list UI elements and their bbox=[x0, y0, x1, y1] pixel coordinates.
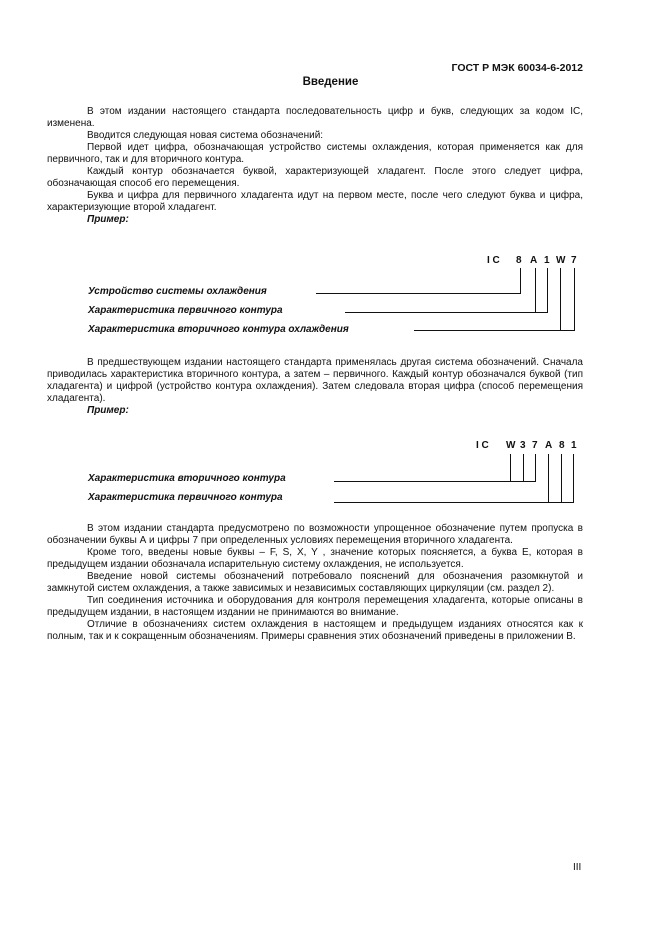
intro-paragraph-4: Каждый контур обозначается буквой, характеризующей хладагент. После этого следует цифра, обозначающая способ его перемещения. bbox=[47, 166, 583, 189]
leader-line-primary-circuit bbox=[334, 502, 574, 503]
label-primary-circuit: Характеристика первичного контура bbox=[88, 305, 283, 316]
previous-edition-paragraph: В предшествующем издании настоящего стандарта применялась другая система обозначений. Сначала приводилась характеристика вторичного контура, а затем – первичного. Каждый контур обозначался буквой (тип хладагента) и цифрой (устройство контура охлаждения). Затем следовала вторая цифра (способ перемещения хладагента). bbox=[47, 357, 583, 404]
page-number: III bbox=[573, 862, 582, 873]
leader-line-secondary-circuit bbox=[414, 330, 574, 331]
example-label-1: Пример: bbox=[87, 214, 129, 225]
code-digit-1: 1 bbox=[571, 440, 577, 451]
document-header: ГОСТ Р МЭК 60034-6-2012 bbox=[451, 62, 583, 74]
connector-letter-a bbox=[535, 268, 536, 313]
changes-paragraph-1: В этом издании стандарта предусмотрено по возможности упрощенное обозначение путем пропуска в обозначении буквы А и цифры 7 при определенных условиях перемещения вторичного хладагента. bbox=[47, 523, 583, 546]
code-digit-3: 3 bbox=[520, 440, 526, 451]
intro-text bbox=[47, 106, 583, 226]
code-digit-8: 8 bbox=[559, 440, 565, 451]
intro-paragraph-3: Первой идет цифра, обозначающая устройство системы охлаждения, которая применяется как для первичного, так и для вторичного контура. bbox=[47, 142, 583, 165]
code-digit-8: 8 bbox=[516, 255, 522, 266]
label-primary-circuit: Характеристика первичного контура bbox=[88, 492, 283, 503]
connector-digit-7 bbox=[574, 268, 575, 331]
intro-paragraph-1: В этом издании настоящего стандарта последовательность цифр и букв, следующих за кодом IC, изменена. bbox=[47, 106, 583, 129]
changes-paragraph-3: Введение новой системы обозначений потребовало пояснений для обозначения разомкнутой и замкнутой систем охлаждения, а также зависимых и независимых составляющих циркуляции (см. раздел 2). bbox=[47, 571, 583, 594]
previous-edition-text bbox=[47, 357, 583, 417]
connector-letter-a bbox=[548, 454, 549, 503]
connector-letter-w bbox=[510, 454, 511, 482]
code-letter-w: W bbox=[556, 255, 566, 266]
leader-line-primary-circuit bbox=[345, 312, 547, 313]
section-title: Введение bbox=[302, 76, 359, 88]
connector-digit-3 bbox=[523, 454, 524, 482]
code-digit-7: 7 bbox=[571, 255, 577, 266]
code-letter-a: A bbox=[530, 255, 538, 266]
changes-paragraph-5: Отличие в обозначениях систем охлаждения в настоящем и предыдущем изданиях относятся как к полным, так и к сокращенным обозначениям. Примеры сравнения этих обозначений приведены в приложении В. bbox=[47, 619, 583, 642]
intro-paragraph-5: Буква и цифра для первичного хладагента идут на первом месте, после чего следуют буква и цифра, характеризующие второй хладагент. bbox=[47, 190, 583, 213]
changes-paragraph-4: Тип соединения источника и оборудования для контроля перемещения хладагента, которые описаны в предыдущем издании, в настоящем издании не принимаются во внимание. bbox=[47, 595, 583, 618]
changes-text bbox=[47, 523, 583, 643]
connector-letter-w bbox=[560, 268, 561, 331]
code-ic: I C bbox=[487, 255, 500, 266]
leader-line-secondary-circuit bbox=[334, 481, 536, 482]
example-label-2: Пример: bbox=[87, 405, 129, 416]
connector-digit-1 bbox=[547, 268, 548, 313]
label-secondary-circuit: Характеристика вторичного контура bbox=[88, 473, 286, 484]
code-digit-7: 7 bbox=[532, 440, 538, 451]
connector-digit-7 bbox=[535, 454, 536, 482]
connector-digit-1 bbox=[573, 454, 574, 503]
intro-paragraph-2: Вводится следующая новая система обозначений: bbox=[87, 130, 324, 141]
code-letter-w: W bbox=[506, 440, 516, 451]
label-cooling-device: Устройство системы охлаждения bbox=[88, 286, 267, 297]
code-ic: I C bbox=[476, 440, 489, 451]
code-letter-a: A bbox=[545, 440, 553, 451]
connector-digit-8 bbox=[520, 268, 521, 294]
label-secondary-circuit: Характеристика вторичного контура охлаждения bbox=[88, 324, 349, 335]
changes-paragraph-2: Кроме того, введены новые буквы – F, S, X, Y , значение которых поясняется, а буква Е, которая в предыдущем издании обозначала испарительную систему охлаждения, не используется. bbox=[47, 547, 583, 570]
connector-digit-8 bbox=[561, 454, 562, 503]
leader-line-cooling-device bbox=[316, 293, 520, 294]
code-digit-1: 1 bbox=[544, 255, 550, 266]
